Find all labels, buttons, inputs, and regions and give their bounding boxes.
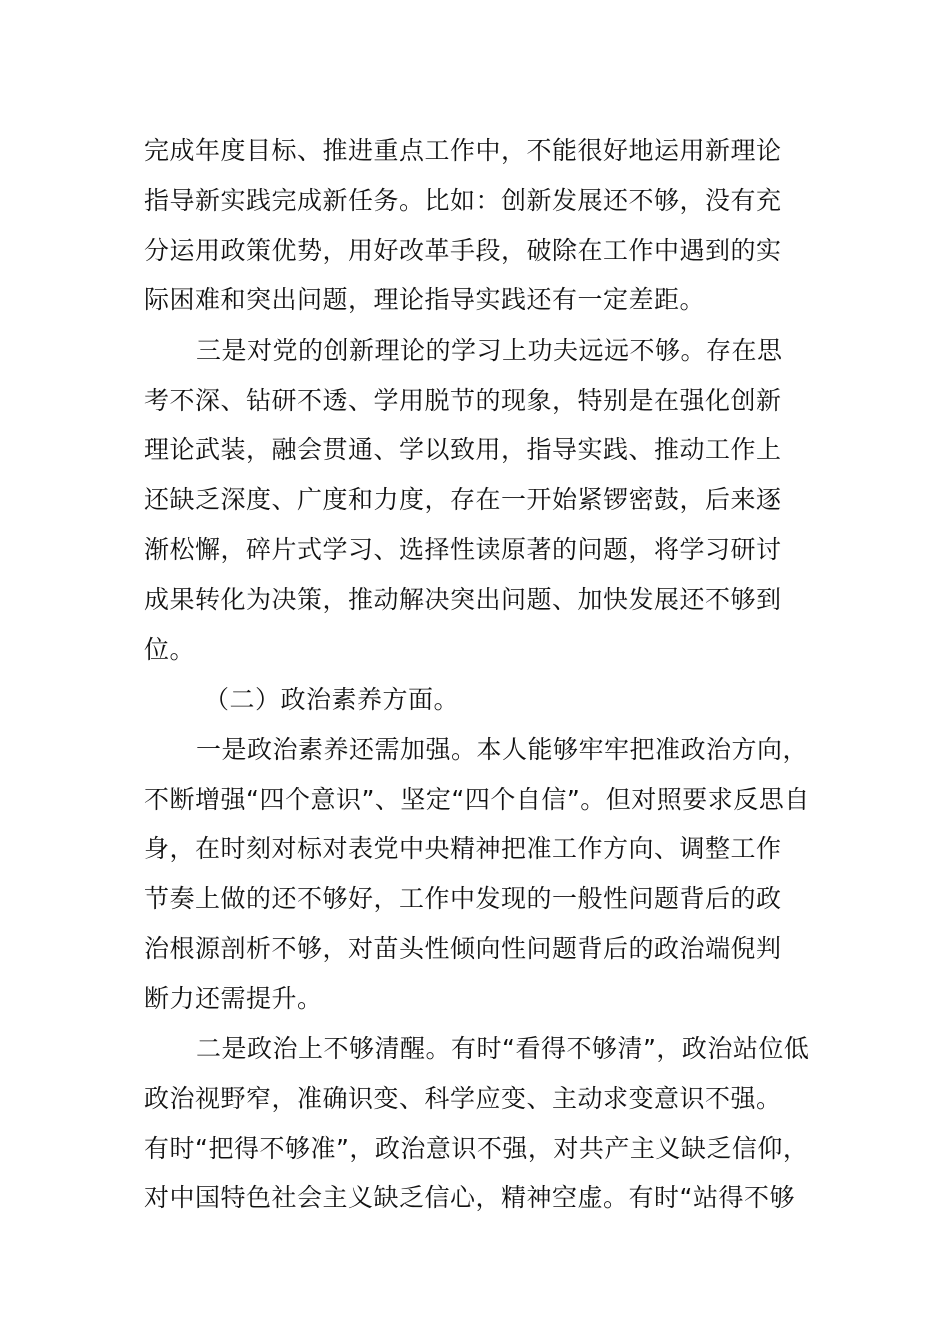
text-line: 治根源剖析不够，对苗头性倾向性问题背后的政治端倪判	[144, 934, 782, 963]
text-line: 身，在时刻对标对表党中央精神把准工作方向、调整工作	[144, 834, 782, 863]
text-line: 有时“把得不够准”，政治意识不强，对共产主义缺乏信仰，	[144, 1134, 809, 1163]
text-line: 渐松懈，碎片式学习、选择性读原著的问题，将学习研讨	[144, 535, 782, 564]
text-line: 成果转化为决策，推动解决突出问题、加快发展还不够到	[144, 585, 782, 614]
paragraph-start-line: 三是对党的创新理论的学习上功夫远远不够。存在思	[196, 336, 783, 365]
text-line: 考不深、钻研不透、学用脱节的现象，特别是在强化创新	[144, 386, 782, 415]
text-line: 理论武装，融会贯通、学以致用，指导实践、推动工作上	[144, 435, 782, 464]
paragraph-start-line: 一是政治素养还需加强。本人能够牢牢把准政治方向，	[196, 735, 809, 764]
text-line: 政治视野窄，准确识变、科学应变、主动求变意识不强。	[144, 1084, 782, 1113]
text-line: 分运用政策优势，用好改革手段，破除在工作中遇到的实	[144, 236, 782, 265]
text-line: 际困难和突出问题，理论指导实践还有一定差距。	[144, 285, 706, 314]
text-line: 不断增强“四个意识”、坚定“四个自信”。但对照要求反思自	[144, 785, 810, 814]
section-heading: （二）政治素养方面。	[204, 685, 460, 714]
text-line: 节奏上做的还不够好，工作中发现的一般性问题背后的政	[144, 884, 782, 913]
text-line: 还缺乏深度、广度和力度，存在一开始紧锣密鼓，后来逐	[144, 485, 782, 514]
text-line: 对中国特色社会主义缺乏信心，精神空虚。有时“站得不够	[144, 1183, 795, 1212]
text-line: 位。	[144, 635, 196, 664]
text-line: 断力还需提升。	[144, 984, 323, 1013]
text-line: 指导新实践完成新任务。比如：创新发展还不够，没有充	[144, 186, 782, 215]
paragraph-start-line: 二是政治上不够清醒。有时“看得不够清”，政治站位低	[196, 1034, 810, 1063]
text-line: 完成年度目标、推进重点工作中，不能很好地运用新理论	[144, 136, 782, 165]
